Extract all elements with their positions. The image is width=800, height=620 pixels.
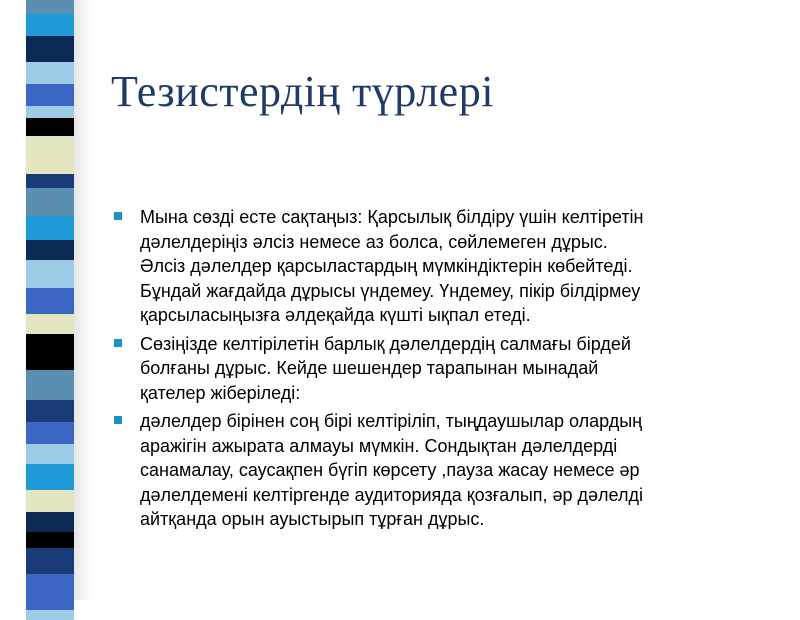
bullet-3-line: дәлелдемені келтіргенде аудиторияда қозғалып, әр дәлелді — [140, 484, 643, 505]
bullet-3-line: санамалау, саусақпен бүгіп көрсету ,пауза жасау немесе әр — [140, 460, 640, 480]
bullet-1-line: Мына сөзді есте сақтаңыз: Қарсылық білдіру үшін келтіретін — [140, 207, 644, 227]
stripe-segment — [26, 532, 74, 548]
slide-title: Тезистердің түрлері — [111, 67, 494, 116]
stripe-segment — [26, 136, 74, 174]
square-bullet-icon — [114, 212, 122, 220]
stripe-segment — [26, 118, 74, 136]
square-bullet-icon — [114, 416, 122, 424]
bullet-1-line: дәлелдеріңіз әлсіз немесе аз болса, сөйлемеген дұрыс. — [140, 231, 608, 252]
stripe-segment — [26, 370, 74, 400]
bullet-3-line: дәлелдер бірінен соң бірі келтіріліп, тыңдаушылар олардың — [140, 411, 643, 431]
stripe-segment — [26, 62, 74, 84]
stripe-segment — [26, 36, 74, 62]
bullet-3-line: аражігін ажырата алмауы мүмкін. Сондықтан дәлелдерді — [140, 435, 618, 456]
stripe-segment — [26, 548, 74, 574]
stripe-segment — [26, 334, 74, 370]
stripe-segment — [26, 314, 74, 334]
stripe-segment — [26, 574, 74, 610]
stripe-segment — [26, 14, 74, 36]
stripe-segment — [26, 260, 74, 288]
bullet-2-line: Сөзіңізде келтірілетін барлық дәлелдердің салмағы бірдей — [140, 333, 631, 354]
stripe-segment — [26, 216, 74, 240]
stripe-segment — [26, 610, 74, 620]
stripe-segment — [26, 512, 74, 532]
stripe-segment — [26, 288, 74, 314]
bullet-list — [112, 205, 782, 536]
bullet-1-line: қарсыласыңызға әлдеқайда күшті ықпал етеді. — [140, 305, 531, 325]
bullet-1-line: Әлсіз дәлелдер қарсыластардың мүмкіндіктерін көбейтеді. — [140, 256, 633, 276]
bullet-1-line: Бұндай жағдайда дұрысы үндемеу. Үндемеу, пікір білдірмеу — [140, 280, 641, 301]
stripe-segment — [26, 240, 74, 260]
bullet-item-3 — [112, 409, 782, 532]
stripe-segment — [26, 106, 74, 118]
bullet-2-line: қателер жіберіледі: — [140, 382, 301, 403]
stripe-segment — [26, 174, 74, 188]
bullet-2-line: болғаны дұрыс. Кейде шешендер тарапынан мынадай — [140, 358, 599, 378]
stripe-segment — [26, 490, 74, 512]
decorative-stripe-column — [26, 0, 74, 600]
square-bullet-icon — [114, 339, 122, 347]
stripe-shadow — [74, 0, 94, 600]
stripe-segment — [26, 400, 74, 422]
bullet-item-1 — [112, 205, 782, 328]
stripe-segment — [26, 0, 74, 14]
bullet-item-2 — [112, 332, 782, 406]
stripe-segment — [26, 444, 74, 464]
stripe-segment — [26, 188, 74, 216]
stripe-segment — [26, 464, 74, 490]
stripe-segment — [26, 422, 74, 444]
stripe-segment — [26, 84, 74, 106]
bullet-3-line: айтқанда орын ауыстырып тұрған дұрыс. — [140, 509, 485, 529]
